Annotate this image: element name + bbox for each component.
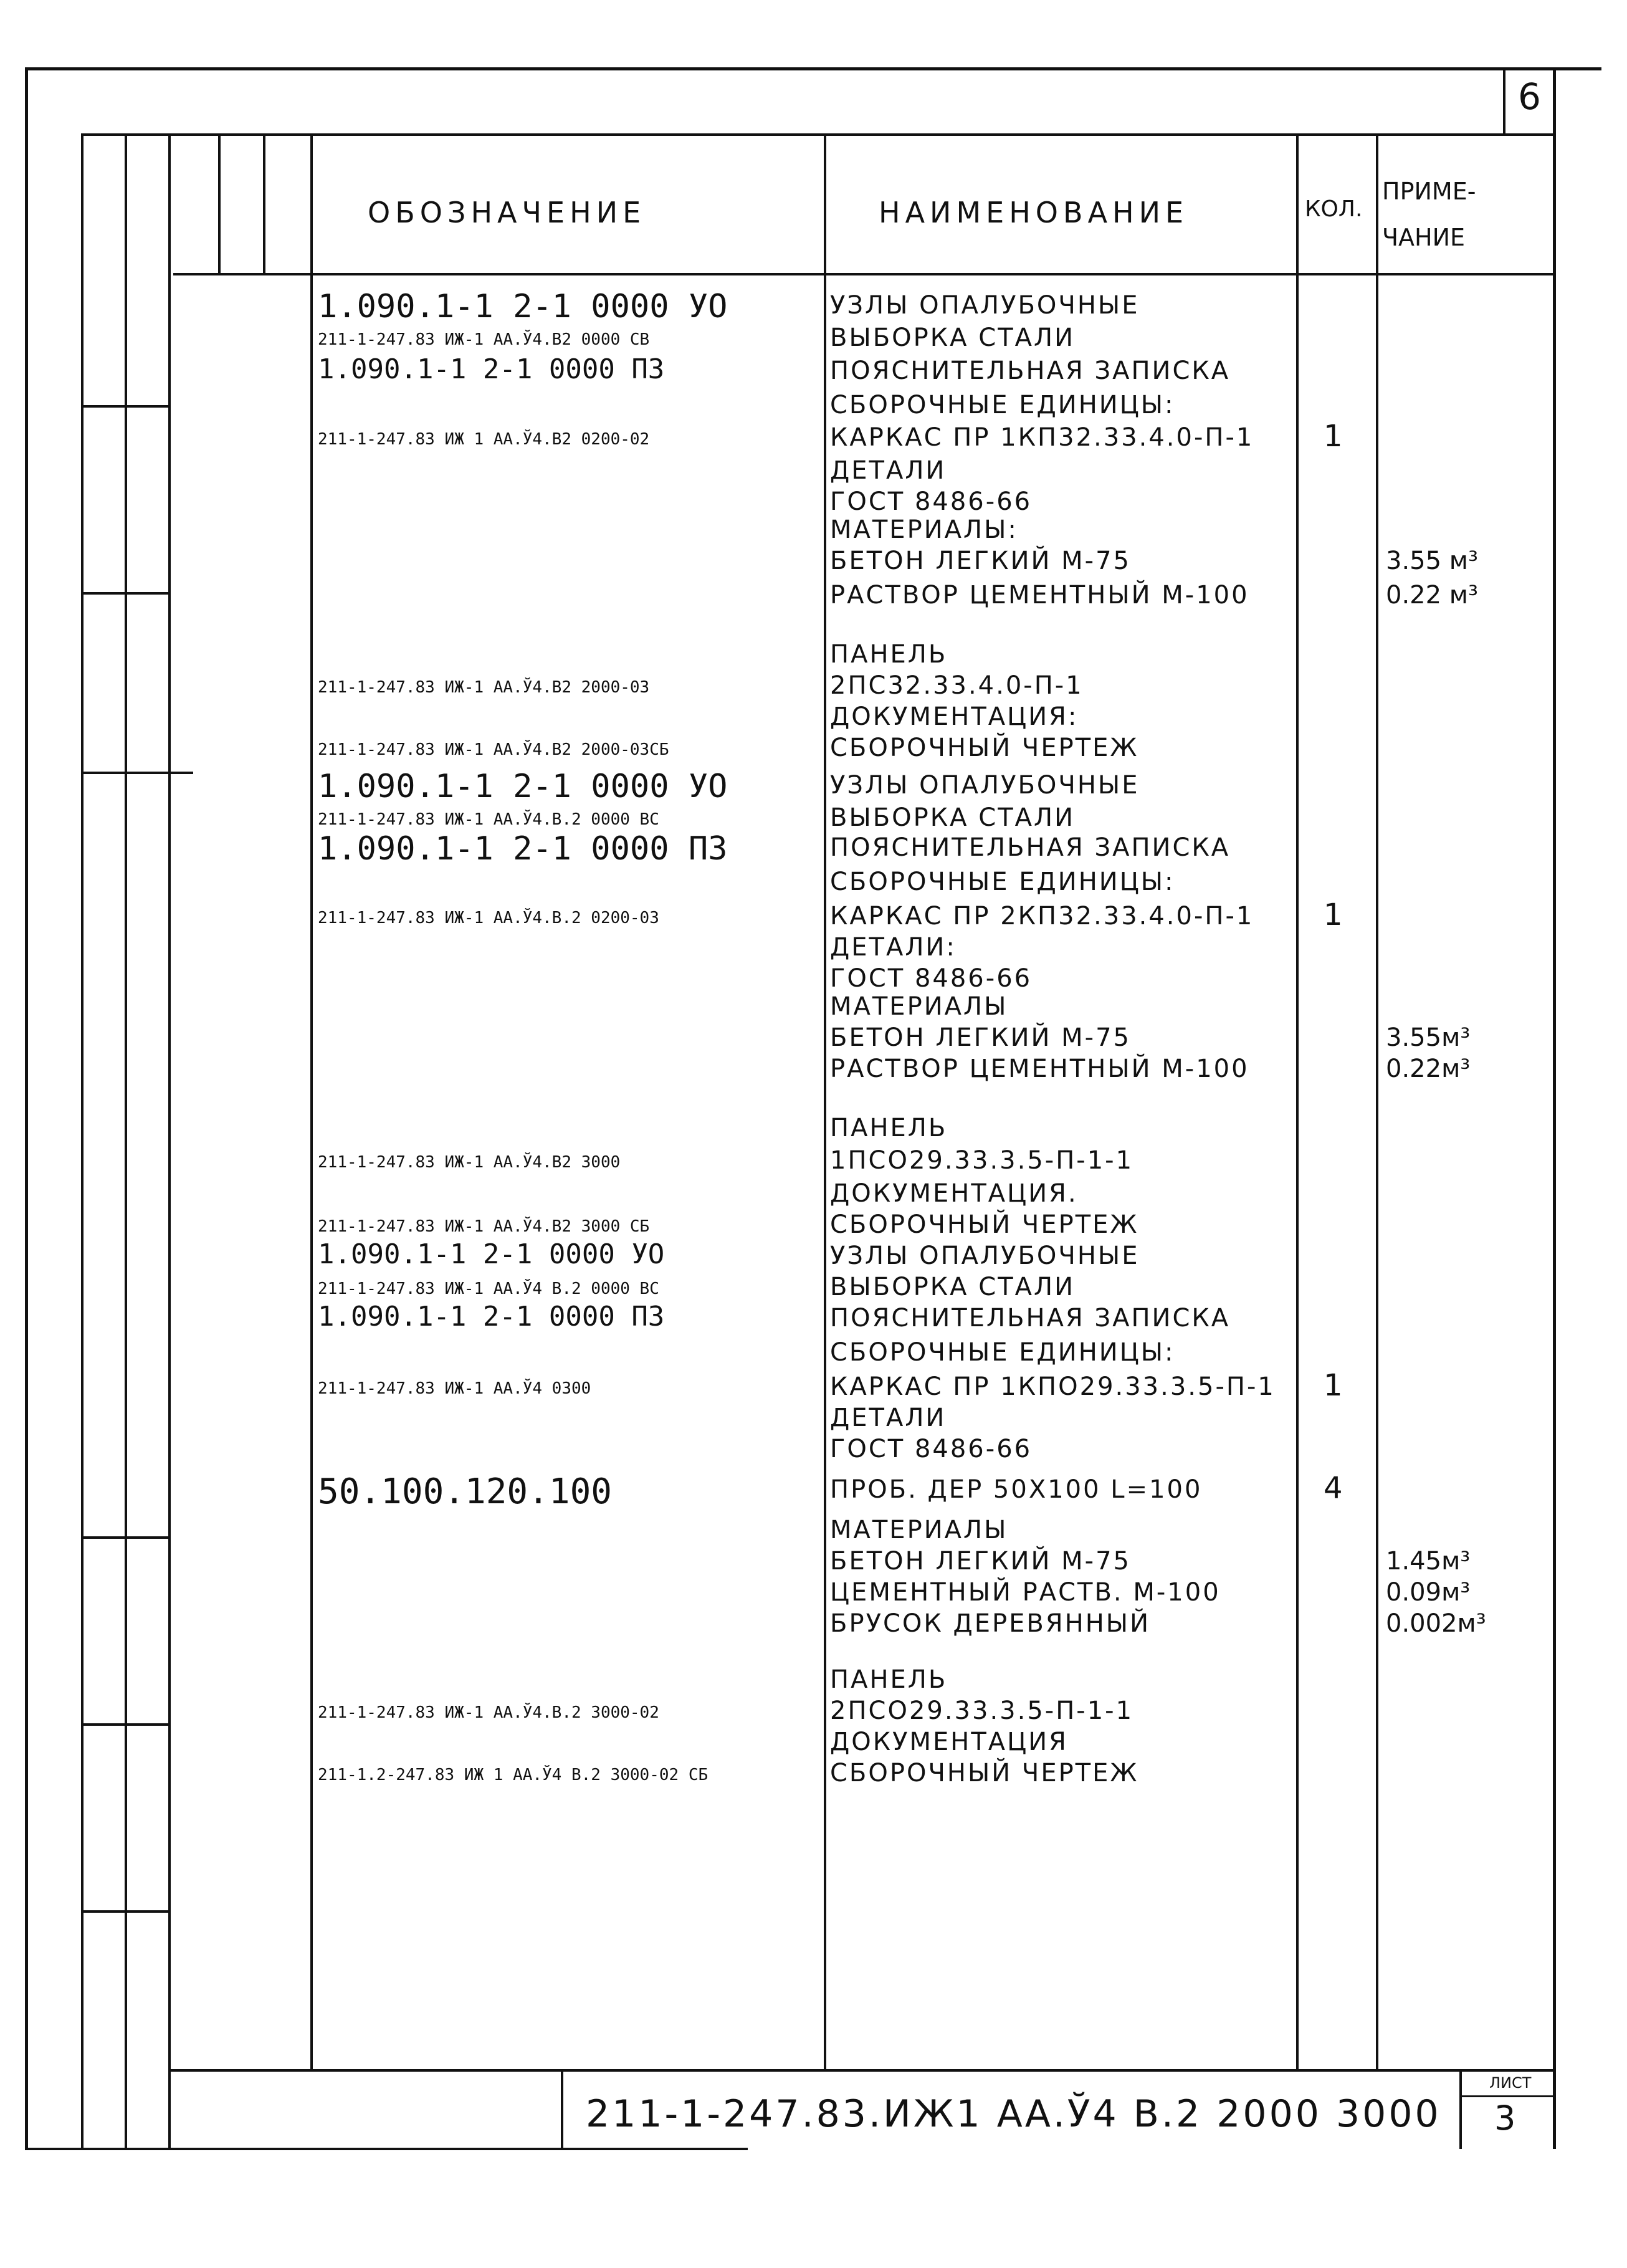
- row-name: ВЫБОРКА СТАЛИ: [830, 803, 1075, 832]
- frame-right-border: [1553, 67, 1556, 2149]
- row-name: СБОРОЧНЫЕ ЕДИНИЦЫ:: [830, 1338, 1175, 1367]
- row-name: ДЕТАЛИ:: [830, 933, 957, 962]
- row-name: ДОКУМЕНТАЦИЯ.: [830, 1179, 1078, 1208]
- row-name: ПАНЕЛЬ: [830, 1665, 948, 1694]
- header-quantity: КОЛ.: [1305, 196, 1363, 222]
- row-name: МАТЕРИАЛЫ: [830, 992, 1008, 1021]
- row-name: ПРОБ. ДЕР 50Х100 L=100: [830, 1475, 1203, 1504]
- margin-marker-1: [81, 405, 168, 408]
- col-divider-name-qty: [1296, 133, 1299, 2072]
- row-designation: 1.090.1-1 2-1 0000 УО: [318, 288, 728, 325]
- col-divider-3: [168, 133, 171, 2149]
- sheet-label: ЛИСТ: [1489, 2074, 1532, 2092]
- row-name: РАСТВОР ЦЕМЕНТНЫЙ М-100: [830, 581, 1249, 610]
- row-quantity: 4: [1324, 1471, 1343, 1506]
- header-designation: ОБОЗНАЧЕНИЕ: [368, 196, 646, 229]
- document-code: 211-1-247.83.ИЖ1 АА.Ў4 В.2 2000 3000: [586, 2092, 1441, 2136]
- margin-marker-5: [81, 1723, 168, 1726]
- row-designation: 211-1-247.83 ИЖ-1 АА.Ў4.В2 2000-03: [318, 678, 650, 697]
- col-divider-2: [125, 133, 127, 2149]
- row-designation: 1.090.1-1 2-1 0000 УО: [318, 768, 728, 805]
- header-note-line1: ПРИМЕ-: [1382, 178, 1476, 205]
- row-name: ПОЯСНИТЕЛЬНАЯ ЗАПИСКА: [830, 356, 1231, 385]
- row-note: 3.55м³: [1386, 1023, 1471, 1052]
- row-name: ДОКУМЕНТАЦИЯ: [830, 1728, 1068, 1756]
- row-name: СБОРОЧНЫЙ ЧЕРТЕЖ: [830, 734, 1139, 762]
- row-name: УЗЛЫ ОПАЛУБОЧНЫЕ: [830, 771, 1140, 800]
- col-divider-6: [310, 133, 313, 2072]
- row-name: КАРКАС ПР 2КП32.33.4.0-П-1: [830, 902, 1254, 931]
- row-designation: 1.090.1-1 2-1 0000 ПЗ: [318, 353, 665, 385]
- row-name: КАРКАС ПР 1КП32.33.4.0-П-1: [830, 423, 1254, 452]
- row-name: 2ПС32.33.4.0-П-1: [830, 671, 1084, 700]
- row-name: ПОЯСНИТЕЛЬНАЯ ЗАПИСКА: [830, 833, 1231, 862]
- row-designation: 211-1-247.83 ИЖ-1 АА.Ў4.В2 0000 СВ: [318, 330, 650, 349]
- row-note: 0.002м³: [1386, 1609, 1486, 1638]
- row-name: ДОКУМЕНТАЦИЯ:: [830, 702, 1079, 731]
- row-name: УЗЛЫ ОПАЛУБОЧНЫЕ: [830, 1242, 1140, 1270]
- row-name: СБОРОЧНЫЕ ЕДИНИЦЫ:: [830, 868, 1175, 896]
- row-name: БЕТОН ЛЕГКИЙ М-75: [830, 547, 1131, 575]
- row-name: СБОРОЧНЫЙ ЧЕРТЕЖ: [830, 1210, 1139, 1239]
- row-designation: 211-1-247.83 ИЖ-1 АА.Ў4 0300: [318, 1379, 591, 1398]
- margin-marker-3: [81, 772, 193, 774]
- col-divider-designation-name: [824, 133, 826, 2072]
- row-designation: 211-1-247.83 ИЖ-1 АА.Ў4.В2 3000 СБ: [318, 1217, 650, 1236]
- row-quantity: 1: [1324, 1368, 1343, 1403]
- row-designation: 211-1-247.83 ИЖ-1 АА.Ў4 В.2 0000 ВС: [318, 1280, 659, 1298]
- row-designation: 1.090.1-1 2-1 0000 УО: [318, 1238, 665, 1270]
- row-name: 2ПСО29.33.3.5-П-1-1: [830, 1696, 1134, 1725]
- row-name: ВЫБОРКА СТАЛИ: [830, 323, 1075, 352]
- table-top-border: [81, 133, 1555, 136]
- row-name: ГОСТ 8486-66: [830, 1435, 1033, 1463]
- page-number: 6: [1518, 75, 1541, 118]
- row-quantity: 1: [1324, 419, 1343, 454]
- header-note-line2: ЧАНИЕ: [1382, 224, 1466, 251]
- margin-marker-6: [81, 1910, 168, 1913]
- row-name: РАСТВОР ЦЕМЕНТНЫЙ М-100: [830, 1055, 1249, 1083]
- row-name: ПАНЕЛЬ: [830, 640, 948, 669]
- col-divider-qty-note: [1376, 133, 1378, 2072]
- row-name: ДЕТАЛИ: [830, 1404, 947, 1432]
- col-divider-4: [218, 133, 221, 273]
- margin-marker-2: [81, 592, 168, 595]
- row-designation: 211-1-247.83 ИЖ-1 АА.Ў4.В2 2000-03СБ: [318, 740, 669, 759]
- table-bottom-border: [168, 2069, 1555, 2072]
- row-note: 1.45м³: [1386, 1547, 1471, 1576]
- margin-marker-4: [81, 1536, 168, 1539]
- footer-bottom-line: [25, 2148, 748, 2150]
- frame-left-border: [25, 67, 28, 2149]
- row-name: ДЕТАЛИ: [830, 456, 947, 485]
- row-name: ГОСТ 8486-66: [830, 964, 1033, 993]
- sheet-box-divider: [1459, 2095, 1553, 2097]
- header-name: НАИМЕНОВАНИЕ: [879, 196, 1189, 229]
- row-designation: 1.090.1-1 2-1 0000 ПЗ: [318, 1301, 665, 1333]
- row-name: УЗЛЫ ОПАЛУБОЧНЫЕ: [830, 291, 1140, 320]
- row-name: МАТЕРИАЛЫ: [830, 1516, 1008, 1544]
- row-name: БЕТОН ЛЕГКИЙ М-75: [830, 1023, 1131, 1052]
- footer-divider-left: [561, 2069, 563, 2149]
- row-name: ГОСТ 8486-66: [830, 487, 1033, 516]
- page-box-left: [1503, 67, 1505, 136]
- col-divider-5: [263, 133, 265, 273]
- row-name: БЕТОН ЛЕГКИЙ М-75: [830, 1547, 1131, 1576]
- row-name: ПОЯСНИТЕЛЬНАЯ ЗАПИСКА: [830, 1304, 1231, 1333]
- row-name: ЦЕМЕНТНЫЙ РАСТВ. М-100: [830, 1578, 1221, 1607]
- row-name: 1ПСО29.33.3.5-П-1-1: [830, 1146, 1134, 1175]
- row-name: МАТЕРИАЛЫ:: [830, 515, 1018, 544]
- row-designation: 211-1-247.83 ИЖ 1 АА.Ў4.В2 0200-02: [318, 430, 650, 449]
- header-bottom-border: [173, 273, 1555, 275]
- row-note: 0.09м³: [1386, 1578, 1471, 1607]
- row-designation: 211-1-247.83 ИЖ-1 АА.Ў4.В.2 0200-03: [318, 909, 659, 927]
- row-designation: 211-1-247.83 ИЖ-1 АА.Ў4.В.2 0000 ВС: [318, 810, 659, 829]
- row-designation: 1.090.1-1 2-1 0000 ПЗ: [318, 830, 728, 868]
- row-designation: 211-1-247.83 ИЖ-1 АА.Ў4.В.2 3000-02: [318, 1703, 659, 1722]
- row-quantity: 1: [1324, 897, 1343, 932]
- col-divider-1: [81, 133, 83, 2149]
- row-designation: 211-1.2-247.83 ИЖ 1 АА.Ў4 В.2 3000-02 СБ: [318, 1766, 709, 1784]
- row-name: ПАНЕЛЬ: [830, 1114, 948, 1142]
- row-designation: 211-1-247.83 ИЖ-1 АА.Ў4.В2 3000: [318, 1153, 621, 1172]
- row-designation: 50.100.120.100: [318, 1471, 613, 1512]
- frame-top-border: [25, 67, 1601, 70]
- row-name: СБОРОЧНЫЕ ЕДИНИЦЫ:: [830, 391, 1175, 419]
- row-note: 3.55 м³: [1386, 547, 1478, 575]
- sheet-box-left: [1459, 2069, 1462, 2149]
- row-note: 0.22м³: [1386, 1055, 1471, 1083]
- row-name: ВЫБОРКА СТАЛИ: [830, 1273, 1075, 1301]
- row-name: БРУСОК ДЕРЕВЯННЫЙ: [830, 1609, 1150, 1638]
- row-name: КАРКАС ПР 1КПО29.33.3.5-П-1: [830, 1372, 1276, 1401]
- row-note: 0.22 м³: [1386, 581, 1478, 610]
- row-name: СБОРОЧНЫЙ ЧЕРТЕЖ: [830, 1759, 1139, 1787]
- sheet-number: 3: [1494, 2098, 1516, 2138]
